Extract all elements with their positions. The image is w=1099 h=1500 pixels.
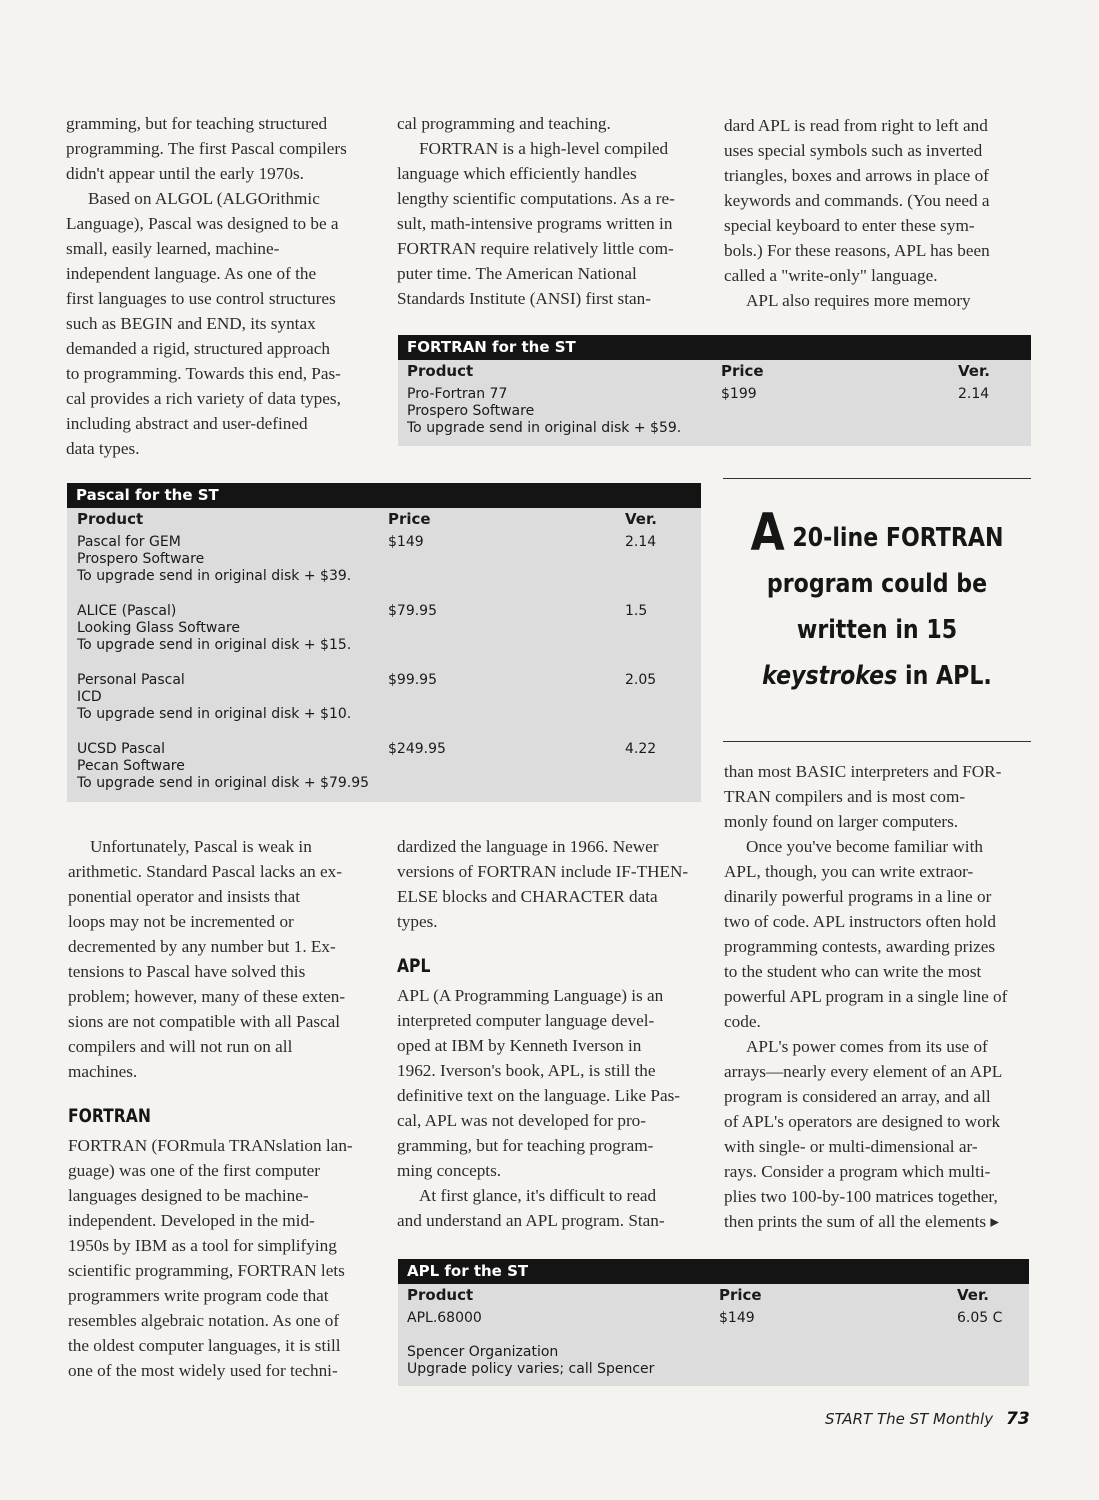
text-line: At first glance, it's difficult to read <box>419 1186 657 1205</box>
text-line: two of code. APL instructors often hold <box>724 912 996 931</box>
text-line: Language), Pascal was designed to be a <box>66 214 339 233</box>
text-line: tensions to Pascal have solved this <box>68 962 306 981</box>
text-line: ponential operator and insists that <box>68 887 300 906</box>
text-line: one of the most widely used for techni- <box>68 1361 338 1380</box>
column-header-version: Ver. <box>625 510 657 528</box>
pull-quote-line: A 20-line FORTRAN <box>750 503 1004 563</box>
product-upgrade: Upgrade policy varies; call Spencer <box>407 1361 655 1377</box>
text-line: dard APL is read from right to left and <box>724 116 988 135</box>
text-line: called a "write-only" language. <box>724 266 938 285</box>
text-line: APL (A Programming Language) is an <box>397 986 664 1005</box>
text-line: then prints the sum of all the elements ▸ <box>724 1212 999 1231</box>
text-line: 1950s by IBM as a tool for simplifying <box>68 1236 337 1255</box>
text-line: program is considered an array, and all <box>724 1087 991 1106</box>
product-vendor: Spencer Organization <box>407 1344 559 1360</box>
pull-quote <box>723 478 1031 742</box>
column-header-price: Price <box>719 1286 762 1304</box>
text-line: to programming. Towards this end, Pas- <box>66 364 341 383</box>
text-line: FORTRAN (FORmula TRANslation lan- <box>68 1136 353 1155</box>
version-cell: 2.05 <box>625 672 657 688</box>
section-heading-apl: APL <box>397 955 431 977</box>
text-line: programming contests, awarding prizes <box>724 937 996 956</box>
text-line: APL also requires more memory <box>746 291 971 310</box>
text-line: machines. <box>68 1062 138 1081</box>
product-upgrade: To upgrade send in original disk + $39. <box>77 568 352 584</box>
text-line: sult, math-intensive programs written in <box>397 214 673 233</box>
text-line: loops may not be incremented or <box>68 912 294 931</box>
text-line: cal provides a rich variety of data types, <box>66 389 341 408</box>
col3-bottom-text <box>724 759 1036 1234</box>
text-line: Unfortunately, Pascal is weak in <box>90 837 312 856</box>
text-line: including abstract and user-defined <box>66 414 308 433</box>
text-line: gramming, but for teaching structured <box>66 114 328 133</box>
version-cell: 2.14 <box>625 534 657 550</box>
pull-quote-line: program could be <box>766 569 988 599</box>
product-name: Personal Pascal <box>77 672 185 688</box>
text-line: programming. The first Pascal compilers <box>66 139 347 158</box>
text-line: ming concepts. <box>397 1161 502 1180</box>
product-cell <box>77 672 351 723</box>
text-line: resembles algebraic notation. As one of <box>68 1311 340 1330</box>
text-line: didn't appear until the early 1970s. <box>66 164 304 183</box>
col1-top-text <box>66 111 376 461</box>
fortran-product-box <box>398 335 1031 446</box>
text-line: cal programming and teaching. <box>397 114 611 133</box>
product-upgrade: To upgrade send in original disk + $15. <box>77 637 352 653</box>
version-cell: 4.22 <box>625 741 657 757</box>
text-line: dardized the language in 1966. Newer <box>397 837 659 856</box>
product-upgrade: To upgrade send in original disk + $10. <box>77 706 352 722</box>
price-cell: $149 <box>388 534 424 550</box>
text-line: uses special symbols such as inverted <box>724 141 983 160</box>
text-line: APL's power comes from its use of <box>746 1037 988 1056</box>
column-header-product: Product <box>407 1286 474 1304</box>
text-line: oped at IBM by Kenneth Iverson in <box>397 1036 642 1055</box>
box-title: APL for the ST <box>398 1259 1029 1284</box>
text-line: FORTRAN is a high-level compiled <box>419 139 669 158</box>
text-line: monly found on larger computers. <box>724 812 959 831</box>
product-name: UCSD Pascal <box>77 741 165 757</box>
text-line: independent language. As one of the <box>66 264 317 283</box>
column-header-product: Product <box>407 362 474 380</box>
text-line: Standards Institute (ANSI) first stan- <box>397 289 651 308</box>
column-header-price: Price <box>388 510 431 528</box>
text-line: data types. <box>66 439 140 458</box>
column-header-version: Ver. <box>957 1286 989 1304</box>
text-line: problem; however, many of these exten- <box>68 987 346 1006</box>
product-name: Pro-Fortran 77 <box>407 386 508 402</box>
section-heading-fortran: FORTRAN <box>68 1105 151 1127</box>
text-line: small, easily learned, machine- <box>66 239 280 258</box>
version-cell: 2.14 <box>958 386 990 402</box>
product-cell <box>77 534 351 585</box>
column-header-product: Product <box>77 510 144 528</box>
text-line: Once you've become familiar with <box>746 837 983 856</box>
text-line: dinarily powerful programs in a line or <box>724 887 992 906</box>
text-line: triangles, boxes and arrows in place of <box>724 166 989 185</box>
text-line: arrays—nearly every element of an APL <box>724 1062 1003 1081</box>
text-line: versions of FORTRAN include IF-THEN- <box>397 862 689 881</box>
text-line: programmers write program code that <box>68 1286 329 1305</box>
product-vendor: Prospero Software <box>407 403 535 419</box>
product-cell <box>407 386 681 437</box>
text-line: decremented by any number but 1. Ex- <box>68 937 336 956</box>
column-header-price: Price <box>721 362 764 380</box>
col2-top-text <box>397 111 707 311</box>
text-line: special keyboard to enter these sym- <box>724 216 975 235</box>
text-line: powerful APL program in a single line of <box>724 987 1008 1006</box>
product-upgrade: To upgrade send in original disk + $79.95 <box>77 775 370 791</box>
product-spacer <box>407 1327 654 1344</box>
version-cell: 6.05 C <box>957 1310 1003 1326</box>
text-line: guage) was one of the first computer <box>68 1161 320 1180</box>
text-line: FORTRAN require relatively little com- <box>397 239 674 258</box>
product-cell <box>407 1310 654 1378</box>
text-line: 1962. Iverson's book, APL, is still the <box>397 1061 656 1080</box>
product-vendor: Prospero Software <box>77 551 205 567</box>
text-line: code. <box>724 1012 761 1031</box>
text-line: than most BASIC interpreters and FOR- <box>724 762 1002 781</box>
text-line: to the student who can write the most <box>724 962 982 981</box>
text-line: and understand an APL program. Stan- <box>397 1211 665 1230</box>
text-line: bols.) For these reasons, APL has been <box>724 241 990 260</box>
text-line: APL, though, you can write extraor- <box>724 862 974 881</box>
text-line: TRAN compilers and is most com- <box>724 787 966 806</box>
apl-product-box <box>398 1259 1029 1386</box>
text-line: interpreted computer language devel- <box>397 1011 655 1030</box>
product-cell <box>77 741 369 792</box>
price-cell: $199 <box>721 386 757 402</box>
price-cell: $249.95 <box>388 741 446 757</box>
product-cell <box>77 603 351 654</box>
text-line: ELSE blocks and CHARACTER data <box>397 887 658 906</box>
text-line: types. <box>397 912 438 931</box>
col2-bottom-text <box>397 834 707 1233</box>
pull-quote-line: written in 15 <box>796 615 958 645</box>
text-line: puter time. The American National <box>397 264 637 283</box>
text-line: independent. Developed in the mid- <box>68 1211 315 1230</box>
price-cell: $99.95 <box>388 672 437 688</box>
text-line: rays. Consider a program which multi- <box>724 1162 991 1181</box>
product-vendor: Looking Glass Software <box>77 620 240 636</box>
text-line: demanded a rigid, structured approach <box>66 339 330 358</box>
product-name: Pascal for GEM <box>77 534 181 550</box>
text-line: such as BEGIN and END, its syntax <box>66 314 316 333</box>
text-line: compilers and will not run on all <box>68 1037 293 1056</box>
product-upgrade: To upgrade send in original disk + $59. <box>407 420 682 436</box>
product-name: ALICE (Pascal) <box>77 603 177 619</box>
pull-quote-line: keystrokes in APL. <box>762 661 992 691</box>
text-line: arithmetic. Standard Pascal lacks an ex- <box>68 862 342 881</box>
box-title: FORTRAN for the ST <box>398 335 1031 360</box>
price-cell: $79.95 <box>388 603 437 619</box>
text-line: with single- or multi-dimensional ar- <box>724 1137 978 1156</box>
text-line: gramming, but for teaching program- <box>397 1136 654 1155</box>
text-line: definitive text on the language. Like Pas- <box>397 1086 681 1105</box>
text-line: language which efficiently handles <box>397 164 637 183</box>
text-line: keywords and commands. (You need a <box>724 191 990 210</box>
col1-bottom-text <box>68 834 378 1383</box>
text-line: lengthy scientific computations. As a re- <box>397 189 675 208</box>
product-vendor: Pecan Software <box>77 758 185 774</box>
text-line: of APL's operators are designed to work <box>724 1112 1001 1131</box>
drop-letter: A <box>750 503 785 563</box>
text-line: first languages to use control structures <box>66 289 336 308</box>
text-line: scientific programming, FORTRAN lets <box>68 1261 345 1280</box>
text-line: languages designed to be machine- <box>68 1186 309 1205</box>
pascal-product-box <box>67 483 701 802</box>
magazine-footer: START The ST Monthly <box>825 1410 994 1428</box>
text-line: Based on ALGOL (ALGOrithmic <box>88 189 320 208</box>
price-cell: $149 <box>719 1310 755 1326</box>
box-title: Pascal for the ST <box>67 483 701 508</box>
product-name: APL.68000 <box>407 1310 482 1326</box>
text-line: cal, APL was not developed for pro- <box>397 1111 646 1130</box>
col3-top-text <box>724 113 1034 313</box>
text-line: plies two 100-by-100 matrices together, <box>724 1187 998 1206</box>
text-line: the oldest computer languages, it is still <box>68 1336 341 1355</box>
page-number: 73 <box>1006 1409 1030 1429</box>
product-vendor: ICD <box>77 689 102 705</box>
column-header-version: Ver. <box>958 362 990 380</box>
version-cell: 1.5 <box>625 603 648 619</box>
text-line: sions are not compatible with all Pascal <box>68 1012 341 1031</box>
